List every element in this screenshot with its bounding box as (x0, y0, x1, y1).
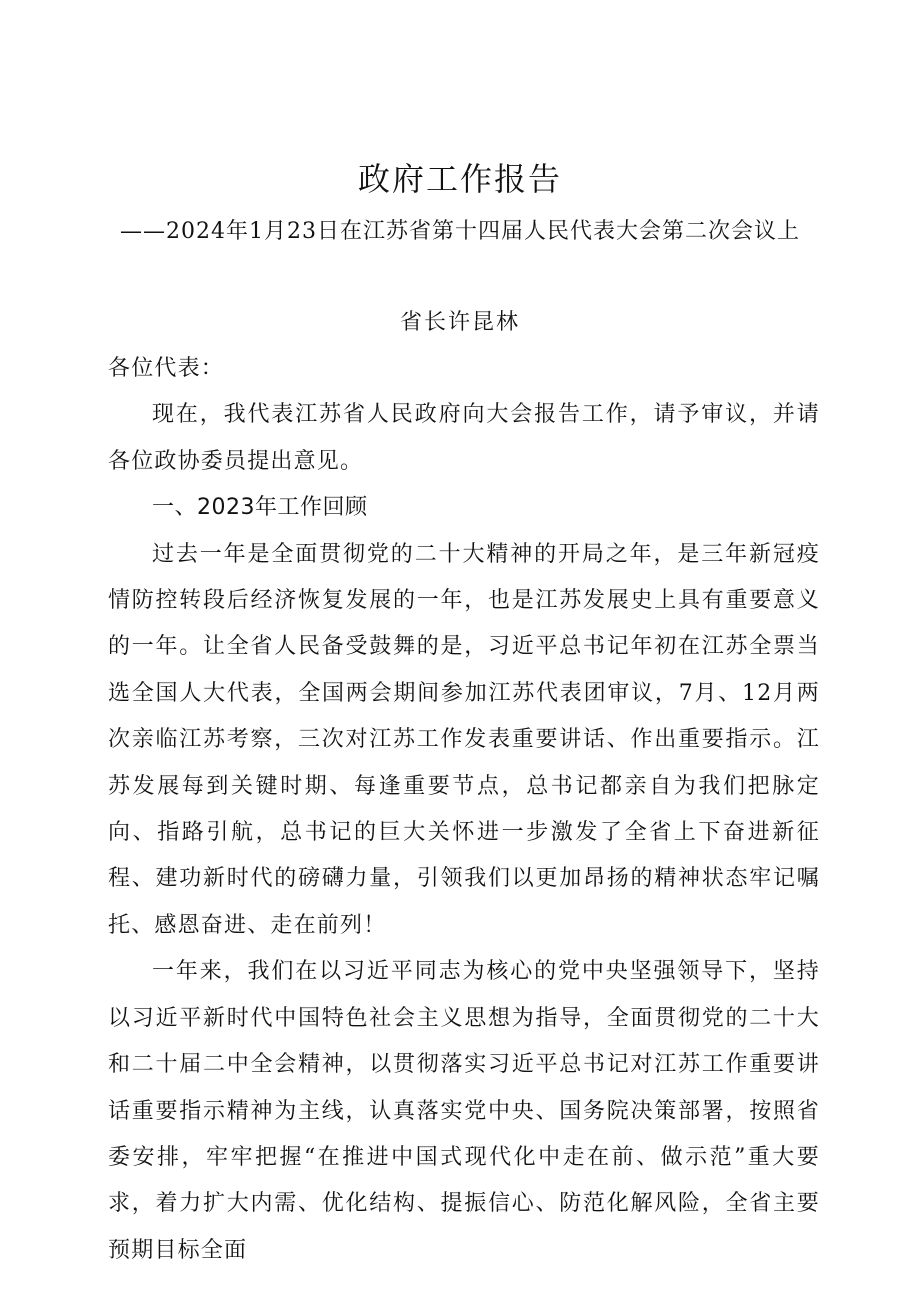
salutation: 各位代表： (108, 356, 225, 381)
document-title: 政府工作报告 (357, 160, 562, 198)
document-author: 省长许昆林 (399, 310, 520, 335)
opening-paragraph: 现在，我代表江苏省人民政府向大会报告工作，请予审议，并请各位政协委员提出意见。 (108, 402, 820, 474)
body-paragraph: 过去一年是全面贯彻党的二十大精神的开局之年，是三年新冠疫情防控转段后经济恢复发展的一年，也是江苏发展史上具有重要意义的一年。让全省人民备受鼓舞的是，习近平总书记年初在江苏全票当选全国人大代表，全国两会期间参加江苏代表团审议，7月、12月两次亲临江苏考察，三次对江苏工作发表重要讲话、作出重要指示。江苏发展每到关键时期、每逢重要节点，总书记都亲自为我们把脉定向、指路引航，总书记的巨大关怀进一步激发了全省上下奋进新征程、建功新时代的磅礴力量，引领我们以更加昂扬的精神状态牢记嘱托、感恩奋进、走在前列！ (108, 541, 820, 938)
document-subtitle: ——2024年1月23日在江苏省第十四届人民代表大会第二次会议上 (120, 219, 800, 244)
section-heading: 一、2023年工作回顾 (152, 495, 368, 521)
body-paragraph: 一年来，我们在以习近平同志为核心的党中央坚强领导下，坚持以习近平新时代中国特色社会主义思想为指导，全面贯彻党的二十大和二十届二中全会精神，以贯彻落实习近平总书记对江苏工作重要讲话重要指示精神为主线，认真落实党中央、国务院决策部署，按照省委安排，牢牢把握“在推进中国式现代化中走在前、做示范”重大要求，着力扩大内需、优化结构、提振信心、防范化解风险，全省主要预期目标全面 (108, 959, 820, 1263)
document-body (108, 346, 820, 1274)
